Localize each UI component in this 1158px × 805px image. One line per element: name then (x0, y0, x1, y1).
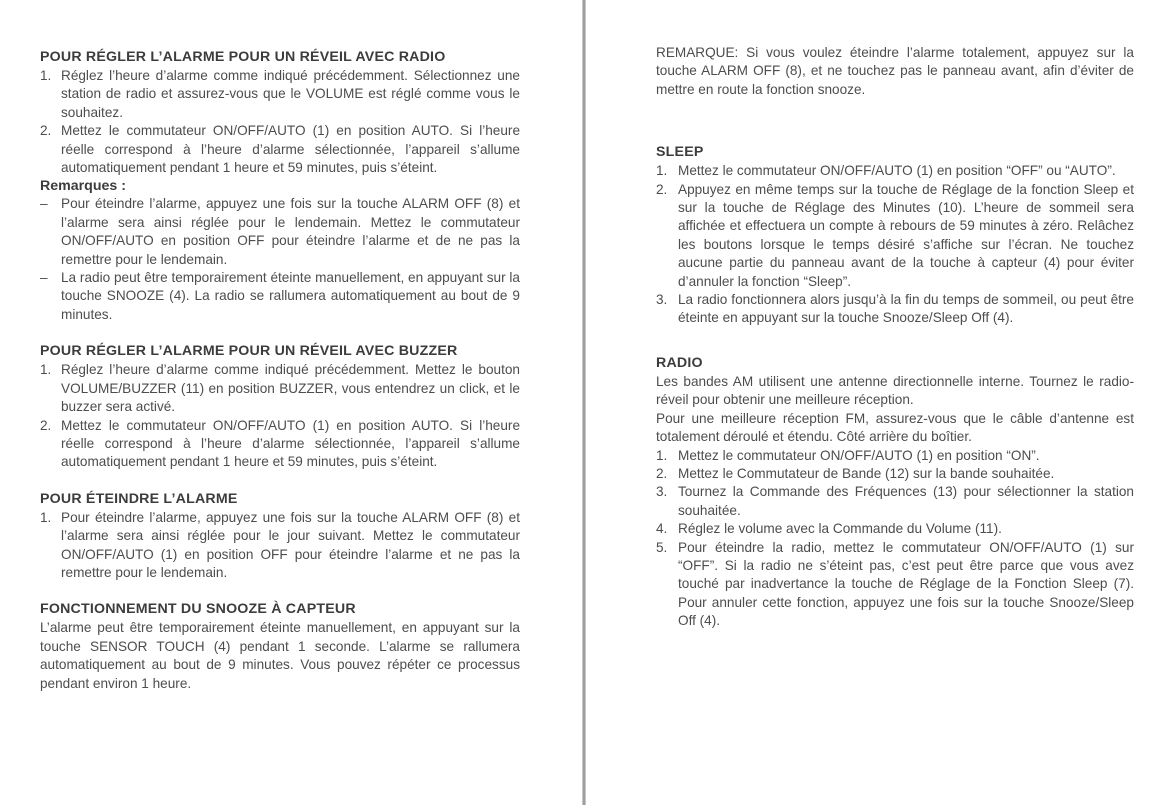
section-title: FONCTIONNEMENT DU SNOOZE À CAPTEUR (40, 601, 356, 618)
list-item: 3. Tournez la Commande des Fréquences (13) pour sélectionner la station souhaitée. (656, 484, 1134, 518)
section-title: POUR ÉTEINDRE L’ALARME (40, 490, 238, 507)
section-title: POUR RÉGLER L’ALARME POUR UN RÉVEIL AVEC RADIO (40, 49, 446, 65)
list-item: – La radio peut être temporairement éteinte manuellement, en appuyant sur la touche SNOOZE (4). La radio se rallumera automatiquement au bout de 9 minutes. (40, 270, 520, 322)
section-alarm-off (40, 490, 520, 583)
list-item: 2. Appuyez en même temps sur la touche de Réglage de la fonction Sleep et sur la touche de Réglage des Minutes (10). L’heure de sommeil sera affichée et effectuera un compte à rebours de 59 minutes à zéro. Relâchez les boutons lorsque le temps désiré s’affiche sur l’écran. Ne touchez aucune partie du panneau avant de la touche à capteur (4) pour éviter d’annuler la fonction “Sleep”. (656, 181, 1134, 289)
steps-list (40, 361, 520, 471)
page-fold-divider (582, 0, 586, 805)
remarks-list (40, 195, 520, 324)
list-item: 3. La radio fonctionnera alors jusqu’à la fin du temps de sommeil, ou peut être éteinte en appuyant sur la touche Snooze/Sleep Off (4). (656, 292, 1134, 326)
paragraph: Les bandes AM utilisent une antenne directionnelle interne. Tournez le radio-réveil pour obtenir une meilleure réception. (656, 373, 1134, 408)
section-snooze (40, 600, 520, 693)
remarks-title: Remarques : (40, 178, 126, 195)
list-item: 1. Mettez le commutateur ON/OFF/AUTO (1) en position “OFF” ou “AUTO”. (656, 163, 1116, 179)
list-item: 1. Réglez l’heure d’alarme comme indiqué précédemment. Sélectionnez une station de radio et assurez-vous que le VOLUME est réglé comme vous le souhaitez. (40, 68, 520, 120)
list-item: 4. Réglez le volume avec la Commande du Volume (11). (656, 521, 1002, 537)
section-buzzer-alarm (40, 342, 520, 471)
steps-list (40, 509, 520, 583)
section-radio-alarm (40, 48, 520, 324)
section-note (656, 44, 1134, 99)
list-item: 1. Pour éteindre l’alarme, appuyez une fois sur la touche ALARM OFF (8) et l’alarme sera ainsi réglée pour le jour suivant. Mettez le commutateur ON/OFF/AUTO (1) en position OFF pour éteindre l’alarme et ne pas la remettre pour le lendemain. (40, 509, 520, 580)
steps-list (656, 447, 1134, 631)
section-sleep (656, 143, 1134, 328)
section-title: POUR RÉGLER L’ALARME POUR UN RÉVEIL AVEC BUZZER (40, 343, 458, 360)
list-item: 1. Réglez l’heure d’alarme comme indiqué précédemment. Mettez le bouton VOLUME/BUZZER (11) en position BUZZER, vous entendrez un click, et le buzzer sera activé. (40, 362, 520, 415)
section-title: RADIO (656, 354, 703, 371)
list-item: 2. Mettez le commutateur ON/OFF/AUTO (1) en position AUTO. Si l’heure réelle correspond à l’heure d’alarme sélectionnée, l’appareil s’allume automatiquement pendant 1 heure et 59 minutes, puis s’éteint. (40, 123, 520, 176)
section-title: SLEEP (656, 144, 704, 161)
list-item: 2. Mettez le Commutateur de Bande (12) sur la bande souhaitée. (656, 465, 1055, 481)
paragraph: L’alarme peut être temporairement éteinte manuellement, en appuyant sur la touche SENSOR TOUCH (4) pendant 1 seconde. L’alarme se rallumera automatiquement au bout de 9 minutes. Vous pouvez répéter ce processus pendant environ 1 heure. (40, 620, 520, 691)
list-item: 2. Mettez le commutateur ON/OFF/AUTO (1) en position AUTO. Si l’heure réelle correspond à l’heure d’alarme sélectionnée, l’appareil s’allume automatiquement pendant 1 heure et 59 minutes, puis s’éteint. (40, 417, 520, 470)
note-paragraph: REMARQUE: Si vous voulez éteindre l’alarme totalement, appuyez sur la touche ALARM OFF (8), et ne touchez pas le panneau avant, afin d’éviter de mettre en route la fonction snooze. (656, 45, 1134, 97)
steps-list (656, 162, 1134, 328)
section-radio (656, 354, 1134, 631)
list-item: 1. Mettez le commutateur ON/OFF/AUTO (1) en position “ON”. (656, 447, 1040, 463)
list-item: – Pour éteindre l’alarme, appuyez une fois sur la touche ALARM OFF (8) et l’alarme sera ainsi réglée pour le lendemain. Mettez le commutateur ON/OFF/AUTO en position OFF pour éteindre l’alarme et de ne pas la remettre pour le lendemain. (40, 196, 520, 267)
right-page (588, 0, 1158, 805)
list-item: 5. Pour éteindre la radio, mettez le commutateur ON/OFF/AUTO (1) sur “OFF”. Si la radio ne s’éteint pas, c’est peut être parce que vous avez touché par inadvertance la touche de Réglage de la Fonction Sleep (7). Pour annuler cette fonction, appuyez une fois sur la touche Snooze/Sleep Off (4). (656, 539, 1134, 629)
paragraph: Pour une meilleure réception FM, assurez-vous que le câble d’antenne est totalement déroulé et étendu. Côté arrière du boîtier. (656, 410, 1134, 445)
steps-list (40, 67, 520, 177)
